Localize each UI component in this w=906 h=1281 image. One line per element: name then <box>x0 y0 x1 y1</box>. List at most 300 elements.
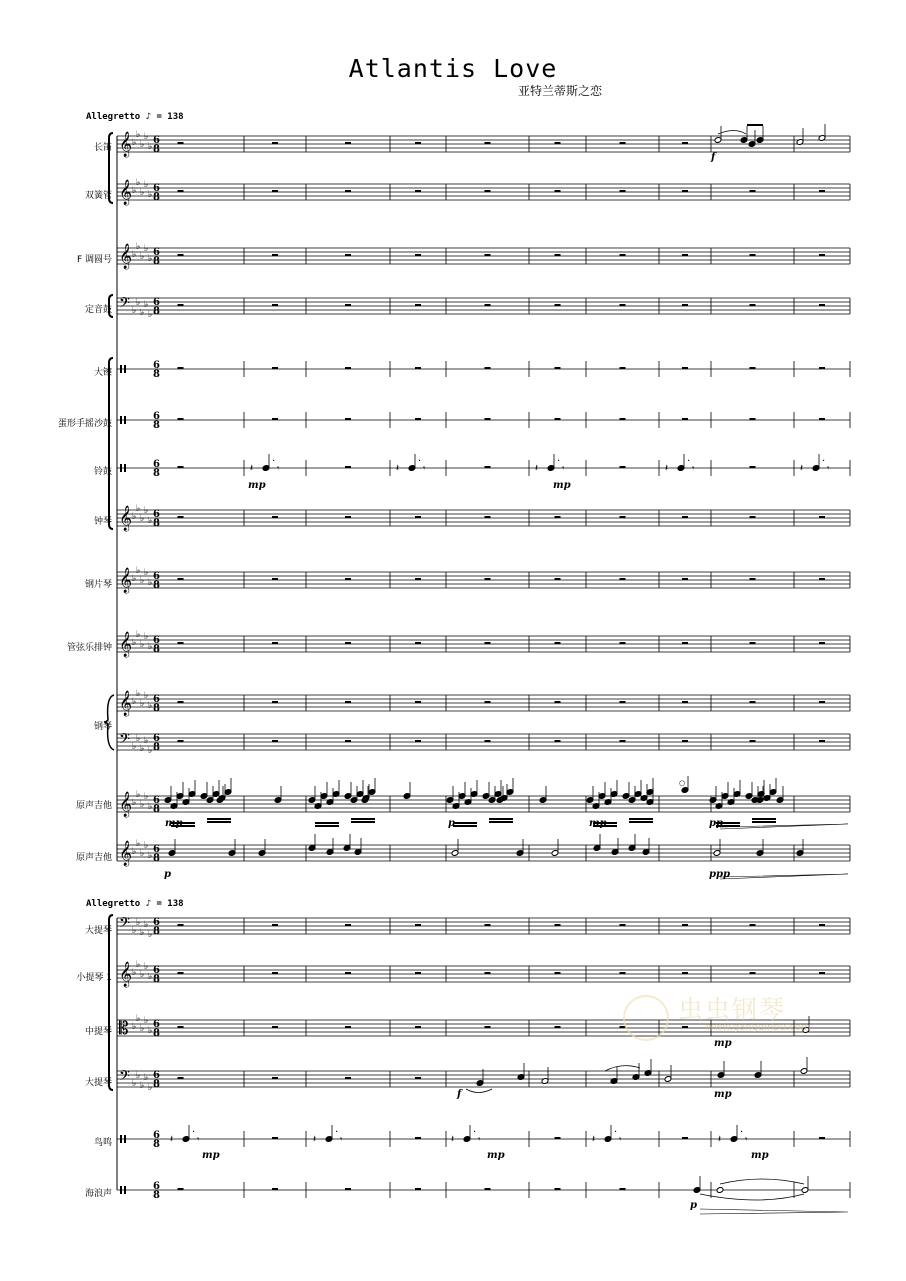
whole-rest-icon <box>750 466 756 468</box>
whole-rest-icon <box>620 466 626 468</box>
instrument-label-celesta: 钢片琴 <box>84 580 112 590</box>
key-signature-flat-icon: ♭ <box>140 140 145 150</box>
key-signature-flat-icon: ♭ <box>144 841 149 851</box>
percussion-clef-icon <box>120 365 122 373</box>
key-signature-flat-icon: ♭ <box>140 849 145 859</box>
whole-rest-icon <box>682 924 688 926</box>
whole-rest-icon <box>345 516 351 518</box>
whole-rest-icon <box>750 924 756 926</box>
time-signature-top: 6 <box>153 247 160 258</box>
whole-rest-icon <box>178 418 184 420</box>
time-signature-top: 6 <box>153 1070 160 1081</box>
whole-rest-icon <box>750 701 756 703</box>
percussion-clef-icon <box>124 1186 126 1194</box>
guitar1-arpeggio-beam <box>207 818 231 820</box>
instrument-label-horn: F 调圆号 <box>76 255 112 265</box>
whole-rest-icon <box>620 1188 626 1190</box>
key-signature-flat-icon: ♭ <box>148 310 153 320</box>
key-signature-flat-icon: ♭ <box>144 180 149 190</box>
whole-rest-icon <box>750 190 756 192</box>
rest-icon: 𝄽 <box>313 1134 317 1145</box>
key-signature-flat-icon: ♭ <box>132 186 137 196</box>
whole-rest-icon <box>485 578 491 580</box>
whole-rest-icon <box>682 578 688 580</box>
dynamic-guitar1-3: mp <box>589 818 607 829</box>
percussion-clef-icon <box>124 416 126 424</box>
dynamic-guitar2-2: ppp <box>709 869 730 880</box>
note-beam <box>747 124 763 126</box>
whole-rest-icon <box>682 1026 688 1028</box>
dot: · <box>687 456 691 467</box>
treble-clef-icon: 𝄞 <box>119 841 133 866</box>
key-signature-flat-icon: ♭ <box>148 142 153 152</box>
key-signature-flat-icon: ♭ <box>144 568 149 578</box>
whole-rest-icon <box>555 418 561 420</box>
whole-rest-icon <box>485 418 491 420</box>
whole-rest-icon <box>819 972 825 974</box>
whole-rest-icon <box>272 1077 278 1079</box>
whole-rest-icon <box>272 304 278 306</box>
time-signature-bottom: 8 <box>153 306 160 317</box>
instrument-label-glockenspiel: 钟琴 <box>93 517 112 527</box>
whole-rest-icon <box>272 190 278 192</box>
whole-rest-icon <box>555 190 561 192</box>
whole-rest-icon <box>178 516 184 518</box>
whole-rest-icon <box>620 304 626 306</box>
instrument-label-flute: 长笛 <box>93 143 112 153</box>
key-signature-flat-icon: ♭ <box>148 972 153 982</box>
whole-rest-icon <box>682 254 688 256</box>
time-signature-top: 6 <box>153 694 160 705</box>
whole-rest-icon <box>555 924 561 926</box>
whole-rest-icon <box>415 1026 421 1028</box>
rest-icon: 𝄽 <box>396 463 400 474</box>
dot: · <box>418 456 422 467</box>
hairpin <box>720 874 848 879</box>
percussion-clef-icon <box>120 1186 122 1194</box>
dynamic-bird-3: mp <box>751 1150 769 1161</box>
hairpin <box>700 1209 848 1214</box>
dot: · <box>557 456 561 467</box>
key-signature-flat-icon: ♭ <box>132 926 137 936</box>
whole-rest-icon <box>750 642 756 644</box>
whole-rest-icon <box>272 142 278 144</box>
key-signature-flat-icon: ♭ <box>144 962 149 972</box>
bass-clef-icon: 𝄢 <box>119 915 130 935</box>
whole-rest-icon <box>485 642 491 644</box>
whole-rest-icon <box>555 142 561 144</box>
dynamic-waves: p <box>690 1200 697 1211</box>
whole-rest-icon <box>178 304 184 306</box>
whole-rest-icon <box>345 924 351 926</box>
whole-rest-icon <box>682 367 688 369</box>
whole-rest-icon <box>750 740 756 742</box>
key-signature-flat-icon: ♭ <box>144 792 149 802</box>
rest-icon: 𝄽 <box>170 1134 174 1145</box>
time-signature-top: 6 <box>153 297 160 308</box>
note-head <box>716 1187 724 1194</box>
whole-rest-icon <box>178 1077 184 1079</box>
whole-rest-icon <box>555 701 561 703</box>
tempo-bpm: = 138 <box>156 112 184 122</box>
time-signature-bottom: 8 <box>153 1079 160 1090</box>
key-signature-flat-icon: ♭ <box>140 1024 145 1034</box>
dynamic-viola: mp <box>714 1038 732 1049</box>
key-signature-flat-icon: ♭ <box>144 1016 149 1026</box>
dynamic-guitar1-2: p <box>448 818 455 829</box>
key-signature-flat-icon: ♭ <box>136 790 141 800</box>
note-beam <box>752 821 776 823</box>
whole-rest-icon <box>555 972 561 974</box>
key-signature-flat-icon: ♭ <box>144 691 149 701</box>
instrument-label-guitar-1: 原声吉他 <box>75 801 112 811</box>
whole-rest-icon <box>620 740 626 742</box>
whole-rest-icon <box>178 972 184 974</box>
key-signature-flat-icon: ♭ <box>132 306 137 316</box>
instrument-label-violin-1: 小提琴 1 <box>76 973 112 983</box>
key-signature-flat-icon: ♭ <box>132 742 137 752</box>
whole-rest-icon <box>555 1188 561 1190</box>
slur <box>718 131 746 135</box>
key-signature-flat-icon: ♭ <box>148 254 153 264</box>
whole-rest-icon <box>485 142 491 144</box>
dynamic-cello-2: mp <box>714 1089 732 1100</box>
key-signature-flat-icon: ♭ <box>136 130 141 140</box>
whole-rest-icon <box>415 418 421 420</box>
whole-rest-icon <box>178 740 184 742</box>
time-signature-bottom: 8 <box>153 644 160 655</box>
whole-rest-icon <box>750 972 756 974</box>
percussion-clef-icon <box>120 1135 122 1143</box>
dynamic-bird-2: mp <box>487 1150 505 1161</box>
time-signature-bottom: 8 <box>153 1190 160 1201</box>
key-signature-flat-icon: ♭ <box>148 746 153 756</box>
whole-rest-icon <box>620 142 626 144</box>
whole-rest-icon <box>750 304 756 306</box>
whole-rest-icon <box>415 142 421 144</box>
time-signature-bottom: 8 <box>153 1028 160 1039</box>
guitar1-arpeggio-beam <box>315 822 339 824</box>
bracket-strings <box>109 915 113 1090</box>
percussion-clef-icon <box>120 416 122 424</box>
whole-rest-icon <box>415 304 421 306</box>
whole-rest-icon <box>178 466 184 468</box>
whole-rest-icon <box>272 254 278 256</box>
tempo-label: Allegretto <box>86 899 141 909</box>
dynamic-tambourine-2: mp <box>553 480 571 491</box>
time-signature-top: 6 <box>153 1130 160 1141</box>
tempo-note-symbol: ♪ <box>145 899 152 909</box>
whole-rest-icon <box>555 304 561 306</box>
whole-rest-icon <box>415 254 421 256</box>
key-signature-flat-icon: ♭ <box>136 298 141 308</box>
rest-icon: 𝄾 <box>340 1135 343 1145</box>
note-beam <box>453 825 477 827</box>
time-signature-top: 6 <box>153 411 160 422</box>
whole-rest-icon <box>178 1026 184 1028</box>
whole-rest-icon <box>345 578 351 580</box>
key-signature-flat-icon: ♭ <box>140 1081 145 1091</box>
bass-clef-icon: 𝄢 <box>119 295 130 315</box>
whole-rest-icon <box>620 516 626 518</box>
key-signature-flat-icon: ♭ <box>148 516 153 526</box>
key-signature-flat-icon: ♭ <box>144 244 149 254</box>
whole-rest-icon <box>415 924 421 926</box>
time-signature-top: 6 <box>153 733 160 744</box>
whole-rest-icon <box>555 642 561 644</box>
instrument-label-tubular-bells: 管弦乐排钟 <box>66 643 112 653</box>
whole-rest-icon <box>682 190 688 192</box>
whole-rest-icon <box>415 701 421 703</box>
instrument-label-tambourine: 铃鼓 <box>93 467 112 477</box>
guitar1-arpeggio-beam <box>453 822 477 824</box>
whole-rest-icon <box>415 367 421 369</box>
whole-rest-icon <box>819 924 825 926</box>
instrument-label-cello: 大提琴 <box>84 1078 112 1088</box>
key-signature-flat-icon: ♭ <box>136 734 141 744</box>
whole-rest-icon <box>819 701 825 703</box>
bracket-percussion <box>109 358 113 529</box>
treble-clef-icon: 𝄞 <box>119 568 133 593</box>
key-signature-flat-icon: ♭ <box>136 242 141 252</box>
key-signature-flat-icon: ♭ <box>148 851 153 861</box>
key-signature-flat-icon: ♭ <box>132 138 137 148</box>
key-signature-flat-icon: ♭ <box>136 566 141 576</box>
whole-rest-icon <box>555 367 561 369</box>
time-signature-top: 6 <box>153 635 160 646</box>
instrument-label-birdsong: 鸟鸣 <box>93 1138 112 1148</box>
whole-rest-icon <box>272 740 278 742</box>
whole-rest-icon <box>682 304 688 306</box>
whole-rest-icon <box>555 740 561 742</box>
time-signature-bottom: 8 <box>153 256 160 267</box>
whole-rest-icon <box>415 1077 421 1079</box>
percussion-clef-icon <box>120 464 122 472</box>
key-signature-flat-icon: ♭ <box>140 800 145 810</box>
key-signature-flat-icon: ♭ <box>144 1073 149 1083</box>
key-signature-flat-icon: ♭ <box>132 1079 137 1089</box>
key-signature-flat-icon: ♭ <box>132 1022 137 1032</box>
rest-icon: 𝄾 <box>619 1135 622 1145</box>
dot: · <box>473 1127 477 1138</box>
guitar1-arpeggio-beam <box>752 818 776 820</box>
key-signature-flat-icon: ♭ <box>144 506 149 516</box>
rest-icon: 𝄾 <box>478 1135 481 1145</box>
dot: · <box>335 1127 339 1138</box>
instrument-label-oboe: 双簧管 <box>84 191 112 201</box>
rest-icon: 𝄾 <box>745 1135 748 1145</box>
whole-rest-icon <box>272 1137 278 1139</box>
dot: · <box>822 456 826 467</box>
score-subtitle: 亚特兰蒂斯之恋 <box>518 84 603 98</box>
instrument-label-cymbal: 大镲 <box>93 368 112 378</box>
whole-rest-icon <box>345 367 351 369</box>
whole-rest-icon <box>682 142 688 144</box>
whole-rest-icon <box>345 642 351 644</box>
whole-rest-icon <box>682 418 688 420</box>
key-signature-flat-icon: ♭ <box>144 132 149 142</box>
whole-rest-icon <box>345 254 351 256</box>
note-beam <box>207 821 231 823</box>
whole-rest-icon <box>485 254 491 256</box>
instrument-label-timpani: 定音鼓 <box>84 305 112 315</box>
whole-rest-icon <box>345 740 351 742</box>
whole-rest-icon <box>485 1188 491 1190</box>
whole-rest-icon <box>682 972 688 974</box>
rest-icon: 𝄾 <box>692 464 695 474</box>
dynamic-guitar1-1: mp <box>165 818 183 829</box>
instrument-label-contrabass: 大提琴 <box>84 926 112 936</box>
time-signature-top: 6 <box>153 917 160 928</box>
time-signature-bottom: 8 <box>153 974 160 985</box>
guitar1-arpeggio-beam <box>489 818 513 820</box>
rest-icon: 𝄾 <box>562 464 565 474</box>
whole-rest-icon <box>555 516 561 518</box>
key-signature-flat-icon: ♭ <box>136 918 141 928</box>
whole-rest-icon <box>620 642 626 644</box>
whole-rest-icon <box>555 578 561 580</box>
rest-icon: 𝄽 <box>535 463 539 474</box>
whole-rest-icon <box>178 924 184 926</box>
instrument-label-viola: 中提琴 <box>84 1027 112 1037</box>
treble-clef-icon: 𝄞 <box>119 244 133 269</box>
whole-rest-icon <box>272 642 278 644</box>
whole-rest-icon <box>682 701 688 703</box>
whole-rest-icon <box>819 190 825 192</box>
tie <box>700 1194 804 1200</box>
note-beam <box>489 821 513 823</box>
dynamic-tambourine-1: mp <box>248 480 266 491</box>
dot: · <box>614 1127 618 1138</box>
whole-rest-icon <box>345 304 351 306</box>
whole-rest-icon <box>345 1188 351 1190</box>
key-signature-flat-icon: ♭ <box>136 630 141 640</box>
dot: · <box>272 456 276 467</box>
key-signature-flat-icon: ♭ <box>136 178 141 188</box>
key-signature-flat-icon: ♭ <box>148 1026 153 1036</box>
key-signature-flat-icon: ♭ <box>132 847 137 857</box>
key-signature-flat-icon: ♭ <box>148 578 153 588</box>
key-signature-flat-icon: ♭ <box>148 701 153 711</box>
whole-rest-icon <box>682 516 688 518</box>
tempo-note-symbol: ♪ <box>145 112 152 122</box>
rest-icon: 𝄾 <box>277 464 280 474</box>
key-signature-flat-icon: ♭ <box>144 632 149 642</box>
key-signature-flat-icon: ♭ <box>132 968 137 978</box>
time-signature-bottom: 8 <box>153 518 160 529</box>
treble-clef-icon: 𝄞 <box>119 506 133 531</box>
watermark-url: www.gangqinpu.com <box>706 1022 811 1033</box>
whole-rest-icon <box>620 701 626 703</box>
rest-icon: 𝄾 <box>197 1135 200 1145</box>
whole-rest-icon <box>620 367 626 369</box>
whole-rest-icon <box>178 367 184 369</box>
whole-rest-icon <box>415 190 421 192</box>
whole-rest-icon <box>682 1137 688 1139</box>
whole-rest-icon <box>415 972 421 974</box>
treble-clef-icon: 𝄞 <box>119 962 133 987</box>
time-signature-top: 6 <box>153 795 160 806</box>
key-signature-flat-icon: ♭ <box>136 504 141 514</box>
whole-rest-icon <box>272 418 278 420</box>
whole-rest-icon <box>345 418 351 420</box>
alto-clef-icon: 𝄡 <box>119 1019 129 1039</box>
whole-rest-icon <box>485 190 491 192</box>
rest-icon: 𝄾 <box>827 464 830 474</box>
key-signature-flat-icon: ♭ <box>136 839 141 849</box>
dynamic-bird-1: mp <box>202 1150 220 1161</box>
key-signature-flat-icon: ♭ <box>148 190 153 200</box>
key-signature-flat-icon: ♭ <box>132 798 137 808</box>
dot: · <box>192 1127 196 1138</box>
key-signature-flat-icon: ♭ <box>140 252 145 262</box>
key-signature-flat-icon: ♭ <box>132 512 137 522</box>
whole-rest-icon <box>750 418 756 420</box>
key-signature-flat-icon: ♭ <box>148 930 153 940</box>
treble-clef-icon: 𝄞 <box>119 632 133 657</box>
whole-rest-icon <box>272 701 278 703</box>
instrument-label-guitar-2: 原声吉他 <box>75 853 112 863</box>
whole-rest-icon <box>178 701 184 703</box>
time-signature-top: 6 <box>153 509 160 520</box>
time-signature-bottom: 8 <box>153 703 160 714</box>
note-beam <box>351 821 375 823</box>
whole-rest-icon <box>345 1077 351 1079</box>
rest-icon: 𝄽 <box>592 1134 596 1145</box>
whole-rest-icon <box>415 740 421 742</box>
key-signature-flat-icon: ♭ <box>140 928 145 938</box>
time-signature-bottom: 8 <box>153 926 160 937</box>
key-signature-flat-icon: ♭ <box>132 574 137 584</box>
slur <box>605 1066 640 1071</box>
watermark-logo-icon <box>624 996 668 1040</box>
key-signature-flat-icon: ♭ <box>140 514 145 524</box>
whole-rest-icon <box>485 924 491 926</box>
harmonic-mark: ○ <box>679 779 686 787</box>
dynamic-flute: f <box>711 152 716 163</box>
dynamic-guitar1-4: pp <box>709 818 723 829</box>
whole-rest-icon <box>620 254 626 256</box>
whole-rest-icon <box>272 1026 278 1028</box>
whole-rest-icon <box>415 578 421 580</box>
key-signature-flat-icon: ♭ <box>140 308 145 318</box>
key-signature-flat-icon: ♭ <box>140 188 145 198</box>
whole-rest-icon <box>819 304 825 306</box>
whole-rest-icon <box>485 304 491 306</box>
whole-rest-icon <box>819 418 825 420</box>
whole-rest-icon <box>272 578 278 580</box>
key-signature-flat-icon: ♭ <box>140 576 145 586</box>
time-signature-top: 6 <box>153 459 160 470</box>
whole-rest-icon <box>272 516 278 518</box>
key-signature-flat-icon: ♭ <box>140 744 145 754</box>
whole-rest-icon <box>620 924 626 926</box>
whole-rest-icon <box>178 142 184 144</box>
tempo-label: Allegretto <box>86 112 141 122</box>
time-signature-top: 6 <box>153 571 160 582</box>
instrument-label-shaker: 蛋形手摇沙鼓 <box>57 419 112 429</box>
hairpin <box>720 824 848 829</box>
whole-rest-icon <box>415 1137 421 1139</box>
watermark-logo-text: 虫虫钢琴 <box>678 995 787 1024</box>
time-signature-top: 6 <box>153 965 160 976</box>
note-beam <box>629 821 653 823</box>
whole-rest-icon <box>178 1188 184 1190</box>
key-signature-flat-icon: ♭ <box>144 300 149 310</box>
treble-clef-icon: 𝄞 <box>119 691 133 716</box>
guitar1-arpeggio-beam <box>629 818 653 820</box>
whole-rest-icon <box>819 578 825 580</box>
